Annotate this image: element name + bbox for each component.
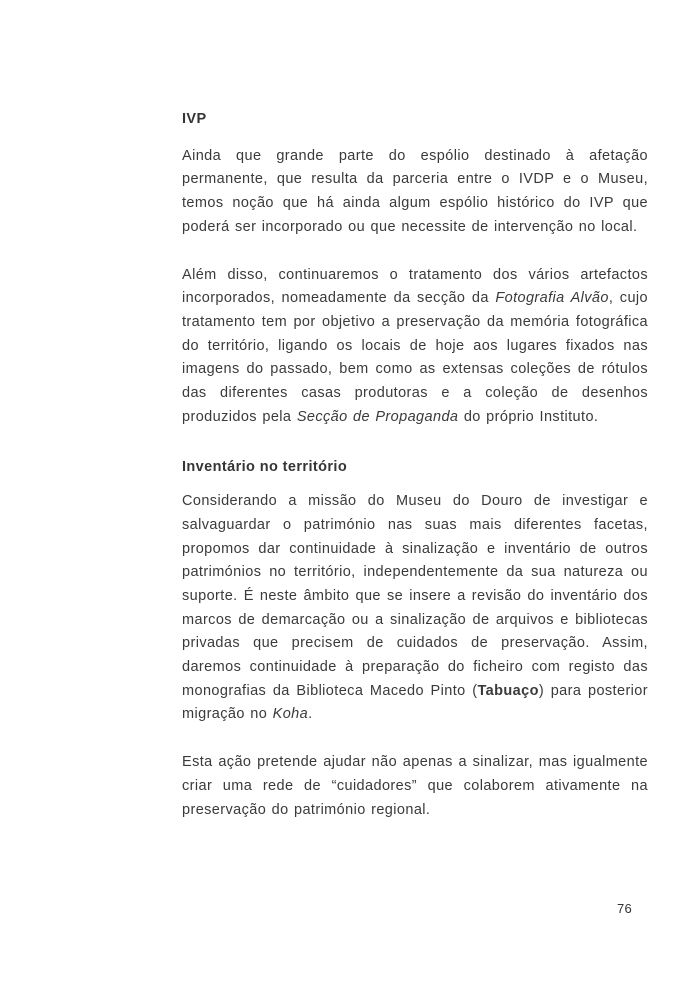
- section-heading-inventario: Inventário no território: [182, 459, 348, 476]
- paragraph: Ainda que grande parte do espólio destinado à afetação permanente, que resulta da parceria entre o IVDP e o Museu, temos noção que há ainda algum espólio histórico do IVP que poderá ser incorporado ou que necessite de intervenção no local.: [182, 147, 648, 235]
- paragraph: Além disso, continuaremos o tratamento dos vários artefactos incorporados, nomeadamente da secção da Fotografia Alvão, cujo tratamento tem por objetivo a preservação da memória fotográfica do território, ligando os locais de hoje aos lugares fixados nas imagens do passado, bem como as extensas coleções de rótulos das diferentes casas produtoras e a coleção de desenhos produzidos pela Secção de Propaganda do próprio Instituto.: [182, 266, 649, 425]
- paragraph: Esta ação pretende ajudar não apenas a sinalizar, mas igualmente criar uma rede de “cuidadores” que colaborem ativamente na preservação do património regional.: [182, 754, 648, 818]
- section-ivp: [182, 108, 648, 429]
- section-inventario-territorio: [182, 456, 648, 822]
- paragraph: Considerando a missão do Museu do Douro de investigar e salvaguardar o património nas suas mais diferentes facetas, propomos dar continuidade à sinalização e inventário de outros patrimónios no território, independentemente da sua natureza ou suporte. É neste âmbito que se insere a revisão do inventário dos marcos de demarcação ou a sinalização de arquivos e bibliotecas privadas que precisem de cuidados de preservação. Assim, daremos continuidade à preparação do ficheiro com registo das monografias da Biblioteca Macedo Pinto (Tabuaço) para posterior migração no Koha.: [182, 493, 648, 723]
- section-heading-ivp: IVP: [182, 111, 207, 127]
- page-number: 76: [616, 901, 632, 916]
- page-content: [182, 108, 648, 846]
